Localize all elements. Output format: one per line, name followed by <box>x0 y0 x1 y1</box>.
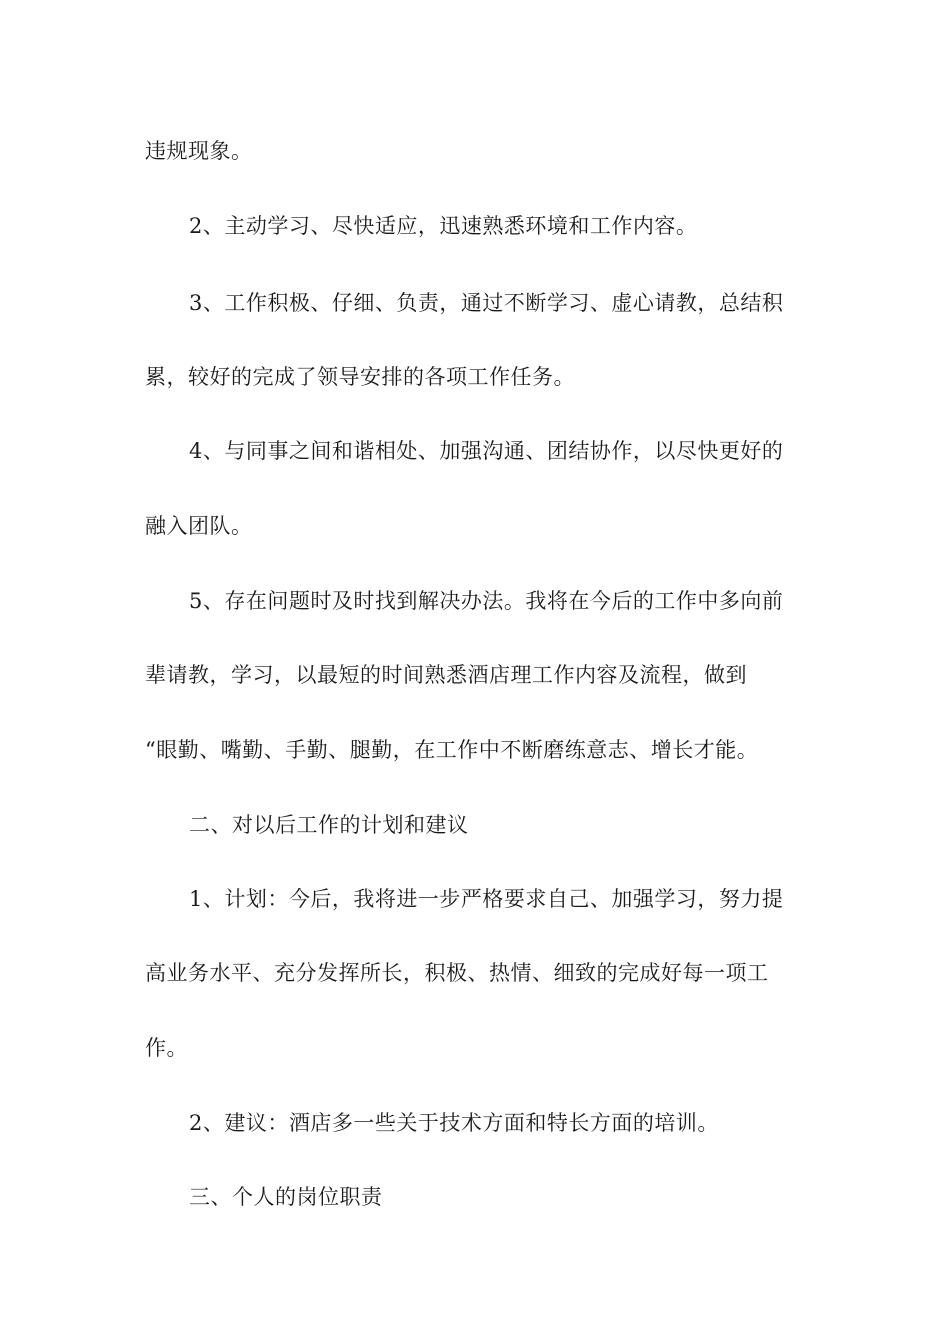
plan-item-1: 1、计划：今后，我将进一步严格要求自己、加强学习，努力提 <box>189 887 784 911</box>
paragraph-line: 累，较好的完成了领导安排的各项工作任务。 <box>145 365 575 389</box>
section-heading-3: 三、个人的岗位职责 <box>189 1185 383 1209</box>
section-heading-2: 二、对以后工作的计划和建议 <box>189 813 469 837</box>
paragraph-line: 违规现象。 <box>145 139 253 163</box>
paragraph-line: 融入团队。 <box>145 514 253 538</box>
paragraph-line: “眼勤、嘴勤、手勤、腿勤，在工作中不断磨练意志、增长才能。 <box>145 738 759 762</box>
list-item-3: 3、工作积极、仔细、负责，通过不断学习、虚心请教，总结积 <box>189 291 784 315</box>
paragraph-line: 辈请教，学习，以最短的时间熟悉酒店理工作内容及流程，做到 <box>145 663 747 687</box>
list-item-5: 5、存在问题时及时找到解决办法。我将在今后的工作中多向前 <box>189 589 784 613</box>
list-item-4: 4、与同事之间和谐相处、加强沟通、团结协作，以尽快更好的 <box>189 439 784 463</box>
list-item-2: 2、主动学习、尽快适应，迅速熟悉环境和工作内容。 <box>189 214 698 238</box>
paragraph-line: 高业务水平、充分发挥所长，积极、热情、细致的完成好每一项工 <box>145 961 769 985</box>
paragraph-line: 作。 <box>145 1036 188 1060</box>
plan-item-2: 2、建议：酒店多一些关于技术方面和特长方面的培训。 <box>189 1111 719 1135</box>
